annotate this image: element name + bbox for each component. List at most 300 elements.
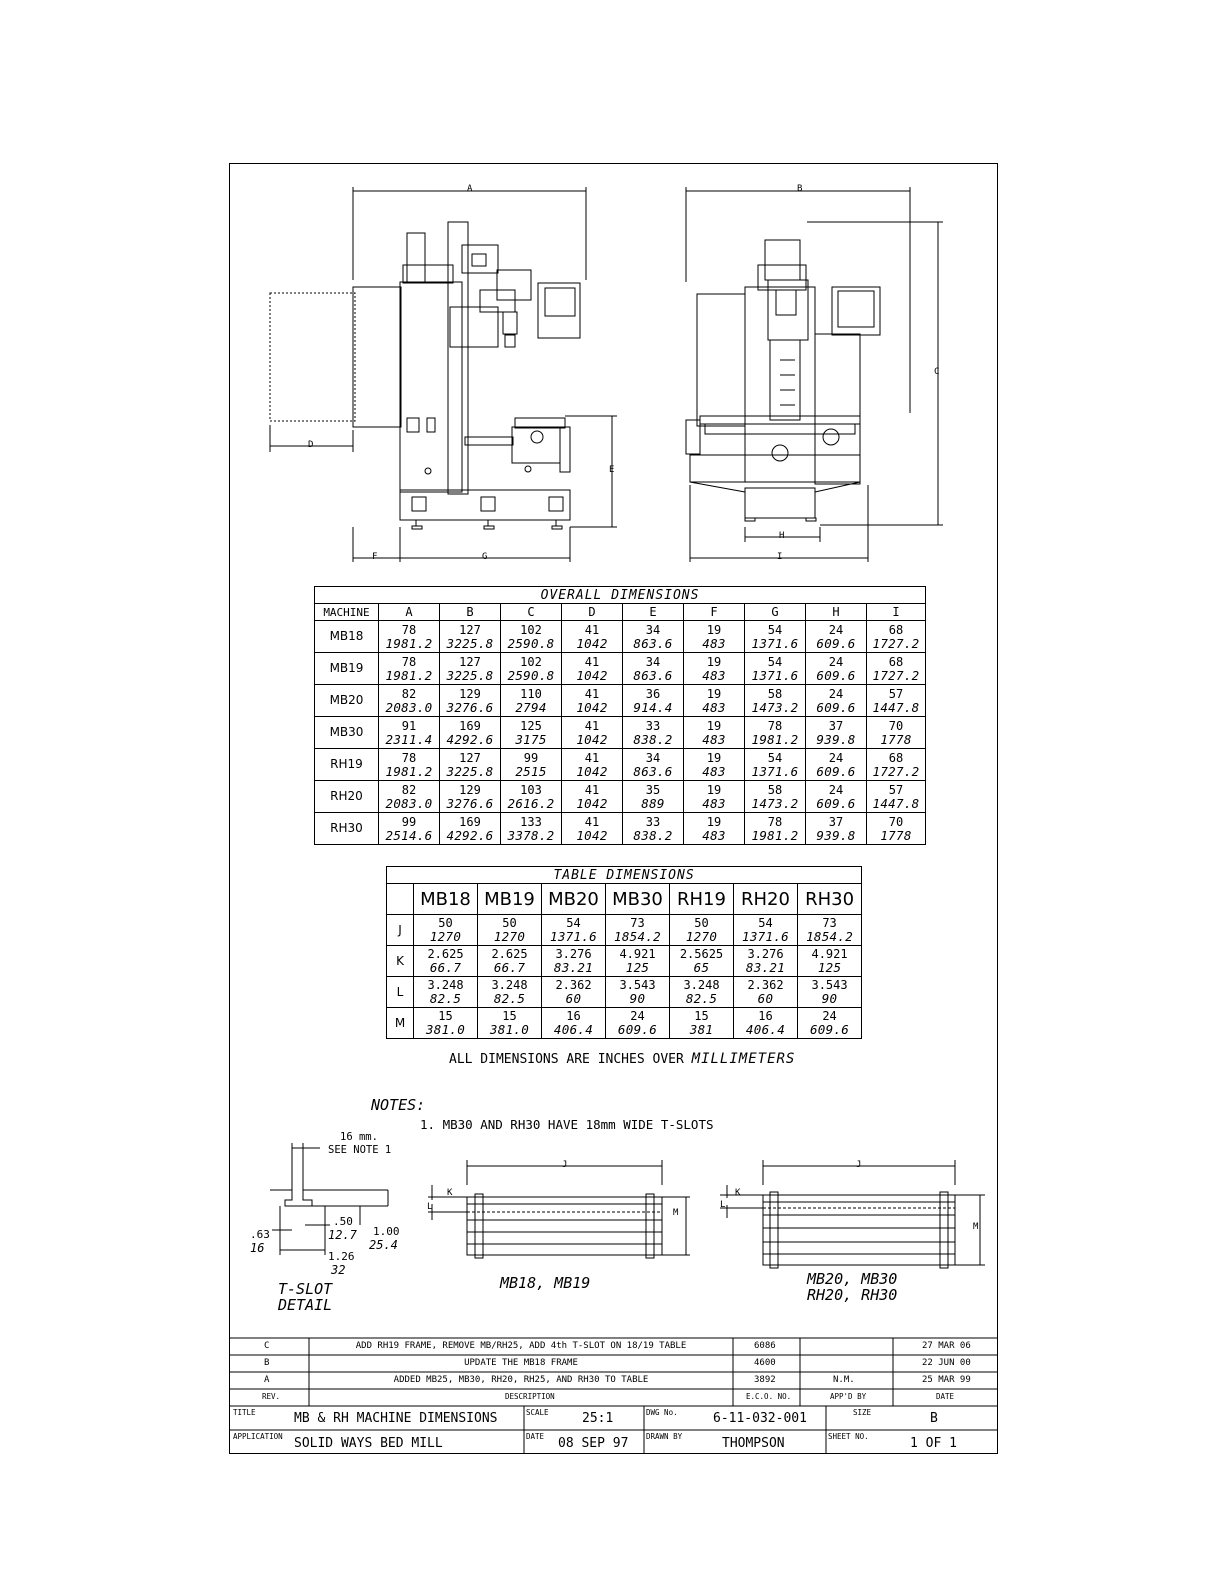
overall-row xyxy=(315,653,926,685)
mm-value: 1473.2 xyxy=(751,795,799,811)
revision-appd: N.M. xyxy=(833,1375,855,1385)
inch-value: 19 xyxy=(706,622,722,637)
inch-value: 41 xyxy=(584,654,600,669)
mm-value: 483 xyxy=(702,827,726,843)
overall-row xyxy=(315,749,926,781)
mm-value: 4292.6 xyxy=(446,827,494,843)
inch-value: 58 xyxy=(767,782,783,797)
inch-value: 2.625 xyxy=(427,947,464,961)
mm-value: 3276.6 xyxy=(446,795,494,811)
mm-value: 3276.6 xyxy=(446,699,494,715)
table-dims-row xyxy=(387,977,862,1008)
mm-value: 1042 xyxy=(576,763,608,779)
mm-value: 2590.8 xyxy=(507,667,555,683)
dimension-cell xyxy=(478,946,542,977)
inch-value: 19 xyxy=(706,654,722,669)
dimension-cell xyxy=(414,946,478,977)
dimension-cell xyxy=(798,1008,862,1039)
overall-row xyxy=(315,813,926,845)
inch-value: 54 xyxy=(767,622,783,637)
dimension-cell xyxy=(606,946,670,977)
mm-value: 406.4 xyxy=(553,1022,594,1037)
dimension-cell xyxy=(379,813,440,845)
inch-value: 41 xyxy=(584,782,600,797)
dimension-cell xyxy=(623,621,684,653)
dwg-label: DWG No. xyxy=(646,1408,678,1417)
inch-value: 54 xyxy=(758,916,773,930)
inch-value: 41 xyxy=(584,814,600,829)
dimension-cell xyxy=(798,977,862,1008)
dimension-cell xyxy=(501,653,562,685)
overall-row xyxy=(315,621,926,653)
dimension-cell xyxy=(440,653,501,685)
mm-value: 1371.6 xyxy=(751,635,799,651)
dimension-cell xyxy=(379,717,440,749)
inch-value: 37 xyxy=(828,718,844,733)
inch-value: 2.625 xyxy=(491,947,528,961)
overall-header-cell: H xyxy=(806,604,867,621)
inch-value: 37 xyxy=(828,814,844,829)
inch-value: 133 xyxy=(520,814,542,829)
mm-value: 609.6 xyxy=(816,667,856,683)
inch-value: 99 xyxy=(523,750,539,765)
dimension-cell xyxy=(606,1008,670,1039)
tslot-d4-in: 1.26 xyxy=(328,1250,355,1263)
inch-value: 54 xyxy=(566,916,581,930)
size-value: B xyxy=(930,1411,938,1426)
inch-value: 57 xyxy=(888,686,904,701)
inch-value: 78 xyxy=(767,718,783,733)
dimension-cell xyxy=(798,915,862,946)
dimension-cell xyxy=(379,621,440,653)
dimension-cell xyxy=(867,813,926,845)
dimension-cell xyxy=(623,781,684,813)
mm-value: 3378.2 xyxy=(507,827,555,843)
inch-value: 36 xyxy=(645,686,661,701)
mm-value: 838.2 xyxy=(633,731,673,747)
mm-value: 609.6 xyxy=(816,635,856,651)
mm-value: 863.6 xyxy=(633,763,673,779)
inch-value: 70 xyxy=(888,718,904,733)
mm-value: 483 xyxy=(702,699,726,715)
tslot-see-note: SEE NOTE 1 xyxy=(328,1144,392,1156)
date-value: 08 SEP 97 xyxy=(558,1436,629,1451)
inch-value: 19 xyxy=(706,814,722,829)
dimension-cell xyxy=(501,621,562,653)
inch-value: 50 xyxy=(502,916,517,930)
mm-value: 2590.8 xyxy=(507,635,555,651)
dim-label-i: I xyxy=(777,552,783,562)
mm-value: 483 xyxy=(702,635,726,651)
dimension-cell xyxy=(542,915,606,946)
mm-value: 1270 xyxy=(685,929,718,944)
inch-value: 19 xyxy=(706,686,722,701)
tslot-d1-mm: 12.7 xyxy=(328,1228,357,1242)
tslot-d2-in: 1.00 xyxy=(373,1225,400,1238)
revision-date: 22 JUN 00 xyxy=(922,1358,971,1368)
rev-header-date: DATE xyxy=(936,1392,955,1401)
mm-value: 83.21 xyxy=(745,960,786,975)
table-dims-header-cell: MB20 xyxy=(542,884,606,915)
dimension-cell xyxy=(562,781,623,813)
overall-header-cell: E xyxy=(623,604,684,621)
dimension-cell xyxy=(501,685,562,717)
dimension-cell xyxy=(501,781,562,813)
dimension-cell xyxy=(414,915,478,946)
table-dims-row xyxy=(387,915,862,946)
dim-label-a: A xyxy=(467,184,473,194)
table-dims-header-cell: RH20 xyxy=(734,884,798,915)
inch-value: 41 xyxy=(584,750,600,765)
dim-label-b: B xyxy=(797,184,803,194)
dimension-cell xyxy=(440,749,501,781)
revision-rev: B xyxy=(264,1358,270,1368)
mm-value: 82.5 xyxy=(493,991,526,1006)
mm-value: 1981.2 xyxy=(751,827,799,843)
size-label: SIZE xyxy=(853,1408,872,1417)
tableview-left-caption: MB18, MB19 xyxy=(500,1274,591,1292)
revision-desc: ADDED MB25, MB30, RH20, RH25, AND RH30 TO TABLE xyxy=(393,1375,649,1385)
dimension-cell xyxy=(670,977,734,1008)
dimension-cell xyxy=(684,813,745,845)
revision-rev: A xyxy=(264,1375,270,1385)
dimension-cell xyxy=(623,685,684,717)
mm-value: 609.6 xyxy=(816,795,856,811)
table-dims-header-cell: RH30 xyxy=(798,884,862,915)
mm-value: 1042 xyxy=(576,699,608,715)
inch-value: 68 xyxy=(888,622,904,637)
inch-value: 169 xyxy=(459,814,481,829)
table-dims-row-label: K xyxy=(387,946,414,977)
dimension-cell xyxy=(670,915,734,946)
mm-value: 483 xyxy=(702,731,726,747)
dimension-cell xyxy=(542,977,606,1008)
dimension-cell xyxy=(684,749,745,781)
mm-value: 1854.2 xyxy=(614,929,661,944)
dimension-cell xyxy=(623,717,684,749)
dimension-cell xyxy=(798,946,862,977)
application-value: SOLID WAYS BED MILL xyxy=(294,1436,443,1451)
dimension-cell xyxy=(745,717,806,749)
tslot-d2-mm: 25.4 xyxy=(369,1238,398,1252)
machine-name: MB30 xyxy=(315,717,379,749)
inch-value: 129 xyxy=(459,782,481,797)
mm-value: 1727.2 xyxy=(872,635,920,651)
mm-value: 1042 xyxy=(576,635,608,651)
inch-value: 15 xyxy=(438,1009,453,1023)
revision-date: 25 MAR 99 xyxy=(922,1375,971,1385)
application-label: APPLICATION xyxy=(233,1432,283,1441)
tslot-caption-2: DETAIL xyxy=(278,1296,333,1314)
inch-value: 50 xyxy=(694,916,709,930)
dwg-value: 6-11-032-001 xyxy=(713,1411,807,1426)
dimension-cell xyxy=(379,781,440,813)
table-dims-row-label: L xyxy=(387,977,414,1008)
drawn-label: DRAWN BY xyxy=(646,1432,683,1441)
inch-value: 4.921 xyxy=(619,947,656,961)
mm-value: 1727.2 xyxy=(872,763,920,779)
revision-eco: 3892 xyxy=(754,1375,776,1385)
tableview-left-k: K xyxy=(447,1188,453,1198)
inch-value: 70 xyxy=(888,814,904,829)
dimension-cell xyxy=(562,685,623,717)
tableview-right-k: K xyxy=(735,1188,741,1198)
dimension-cell xyxy=(867,781,926,813)
scale-value: 25:1 xyxy=(582,1411,614,1426)
mm-value: 90 xyxy=(629,991,646,1006)
sheet-value: 1 OF 1 xyxy=(910,1436,957,1451)
dimension-cell xyxy=(379,685,440,717)
inch-value: 68 xyxy=(888,750,904,765)
mm-value: 483 xyxy=(702,795,726,811)
inch-value: 34 xyxy=(645,750,661,765)
dimension-cell xyxy=(806,749,867,781)
inch-value: 3.543 xyxy=(811,978,848,992)
revision-desc: ADD RH19 FRAME, REMOVE MB/RH25, ADD 4th T-SLOT ON 18/19 TABLE xyxy=(355,1341,687,1351)
inch-value: 3.276 xyxy=(555,947,592,961)
dimension-cell xyxy=(623,749,684,781)
mm-value: 1447.8 xyxy=(872,795,920,811)
dimension-cell xyxy=(806,653,867,685)
dimension-cell xyxy=(478,915,542,946)
overall-header-cell: C xyxy=(501,604,562,621)
mm-value: 1270 xyxy=(493,929,526,944)
tableview-right-m: M xyxy=(973,1222,979,1232)
side-view-drawing xyxy=(270,187,617,562)
dimension-cell xyxy=(414,1008,478,1039)
dimension-cell xyxy=(734,946,798,977)
dimension-cell xyxy=(867,717,926,749)
mm-value: 609.6 xyxy=(809,1022,850,1037)
tableview-left-m: M xyxy=(673,1208,679,1218)
overall-row xyxy=(315,685,926,717)
mm-value: 1981.2 xyxy=(385,635,433,651)
inch-value: 57 xyxy=(888,782,904,797)
table-dimensions-table xyxy=(386,866,862,1039)
dimension-cell xyxy=(623,813,684,845)
overall-header-cell: D xyxy=(562,604,623,621)
dimension-cell xyxy=(478,1008,542,1039)
inch-value: 19 xyxy=(706,718,722,733)
dimension-cell xyxy=(684,653,745,685)
inch-value: 125 xyxy=(520,718,542,733)
inch-value: 73 xyxy=(822,916,837,930)
dimension-cell xyxy=(684,717,745,749)
inch-value: 78 xyxy=(401,622,417,637)
dimension-cell xyxy=(562,653,623,685)
inch-value: 41 xyxy=(584,622,600,637)
dimension-cell xyxy=(501,717,562,749)
title-label: TITLE xyxy=(233,1408,256,1417)
dimension-cell xyxy=(562,621,623,653)
machine-name: RH30 xyxy=(315,813,379,845)
tslot-caption-1: T-SLOT xyxy=(278,1280,333,1298)
mm-value: 2311.4 xyxy=(385,731,433,747)
dimension-cell xyxy=(562,749,623,781)
table-dims-header-cell: MB30 xyxy=(606,884,670,915)
units-note-mm: MILLIMETERS xyxy=(691,1051,796,1067)
overall-header-cell: B xyxy=(440,604,501,621)
mm-value: 3225.8 xyxy=(446,667,494,683)
mm-value: 1371.6 xyxy=(751,667,799,683)
inch-value: 24 xyxy=(828,686,844,701)
dimension-cell xyxy=(745,685,806,717)
mm-value: 863.6 xyxy=(633,635,673,651)
inch-value: 78 xyxy=(401,750,417,765)
inch-value: 3.543 xyxy=(619,978,656,992)
mm-value: 83.21 xyxy=(553,960,594,975)
inch-value: 24 xyxy=(828,622,844,637)
inch-value: 3.248 xyxy=(683,978,720,992)
mm-value: 1371.6 xyxy=(742,929,789,944)
dimension-cell xyxy=(806,621,867,653)
dimension-cell xyxy=(806,685,867,717)
dimension-cell xyxy=(745,621,806,653)
inch-value: 2.362 xyxy=(747,978,784,992)
mm-value: 939.8 xyxy=(816,827,856,843)
table-view-left-drawing xyxy=(428,1160,690,1258)
tslot-d1-in: .50 xyxy=(333,1215,353,1228)
inch-value: 16 xyxy=(566,1009,581,1023)
mm-value: 483 xyxy=(702,667,726,683)
tslot-d4-mm: 32 xyxy=(331,1263,346,1277)
mm-value: 1042 xyxy=(576,827,608,843)
overall-row xyxy=(315,717,926,749)
dimension-cell xyxy=(379,749,440,781)
dimension-cell xyxy=(684,621,745,653)
dimension-cell xyxy=(606,977,670,1008)
table-dims-corner xyxy=(387,884,414,915)
table-dims-row-label: J xyxy=(387,915,414,946)
revision-date: 27 MAR 06 xyxy=(922,1341,971,1351)
inch-value: 3.276 xyxy=(747,947,784,961)
inch-value: 24 xyxy=(822,1009,837,1023)
mm-value: 483 xyxy=(702,763,726,779)
tslot-d3-in: .63 xyxy=(250,1228,270,1241)
inch-value: 24 xyxy=(828,782,844,797)
mm-value: 406.4 xyxy=(745,1022,786,1037)
dimension-cell xyxy=(379,653,440,685)
inch-value: 33 xyxy=(645,814,661,829)
rev-header-appd: APP'D BY xyxy=(830,1392,867,1401)
dim-label-g: G xyxy=(482,552,488,562)
mm-value: 2794 xyxy=(515,699,547,715)
inch-value: 3.248 xyxy=(427,978,464,992)
mm-value: 2083.0 xyxy=(385,795,433,811)
overall-table-title: OVERALL DIMENSIONS xyxy=(315,587,926,604)
tslot-d3-mm: 16 xyxy=(250,1241,265,1255)
inch-value: 129 xyxy=(459,686,481,701)
dimension-cell xyxy=(440,621,501,653)
inch-value: 34 xyxy=(645,654,661,669)
dimension-cell xyxy=(745,749,806,781)
inch-value: 127 xyxy=(459,750,481,765)
table-view-right-drawing xyxy=(720,1160,985,1268)
dimension-cell xyxy=(501,749,562,781)
mm-value: 65 xyxy=(693,960,710,975)
tableview-right-j: J xyxy=(856,1160,862,1170)
inch-value: 102 xyxy=(520,622,542,637)
inch-value: 127 xyxy=(459,654,481,669)
tableview-left-l: L xyxy=(427,1202,433,1212)
tslot-width-label: 16 mm. xyxy=(340,1131,378,1143)
dimension-cell xyxy=(745,813,806,845)
mm-value: 1042 xyxy=(576,667,608,683)
rev-header-rev: REV. xyxy=(262,1392,281,1401)
overall-dimensions-table xyxy=(314,586,926,845)
mm-value: 1854.2 xyxy=(806,929,854,944)
dimension-cell xyxy=(806,781,867,813)
inch-value: 99 xyxy=(401,814,417,829)
dimension-cell xyxy=(606,915,670,946)
table-dims-row xyxy=(387,1008,862,1039)
dimension-cell xyxy=(623,653,684,685)
mm-value: 381.0 xyxy=(425,1022,466,1037)
tableview-right-caption-1: MB20, MB30 xyxy=(807,1270,898,1288)
table-dims-header-cell: MB18 xyxy=(414,884,478,915)
mm-value: 2083.0 xyxy=(385,699,433,715)
mm-value: 2514.6 xyxy=(385,827,433,843)
mm-value: 125 xyxy=(817,960,842,975)
mm-value: 939.8 xyxy=(816,731,856,747)
title-value: MB & RH MACHINE DIMENSIONS xyxy=(294,1411,498,1426)
table-dims-header-cell: RH19 xyxy=(670,884,734,915)
inch-value: 54 xyxy=(767,654,783,669)
machine-name: MB20 xyxy=(315,685,379,717)
dimension-cell xyxy=(670,1008,734,1039)
sheet-label: SHEET NO. xyxy=(828,1432,869,1441)
mm-value: 381 xyxy=(689,1022,714,1037)
dim-label-h: H xyxy=(779,531,785,541)
scale-label: SCALE xyxy=(526,1408,549,1417)
inch-value: 41 xyxy=(584,686,600,701)
machine-name: RH19 xyxy=(315,749,379,781)
units-note xyxy=(449,1051,795,1067)
mm-value: 889 xyxy=(641,795,665,811)
dimension-cell xyxy=(440,685,501,717)
mm-value: 1727.2 xyxy=(872,667,920,683)
dim-label-c: C xyxy=(934,367,940,377)
dimension-cell xyxy=(745,781,806,813)
mm-value: 60 xyxy=(565,991,582,1006)
mm-value: 1270 xyxy=(429,929,462,944)
mm-value: 1042 xyxy=(576,795,608,811)
inch-value: 15 xyxy=(694,1009,709,1023)
inch-value: 78 xyxy=(401,654,417,669)
rev-header-desc: DESCRIPTION xyxy=(505,1392,555,1401)
mm-value: 381.0 xyxy=(489,1022,530,1037)
dimension-cell xyxy=(684,781,745,813)
dimension-cell xyxy=(745,653,806,685)
overall-header-cell: MACHINE xyxy=(315,604,379,621)
overall-header-cell: G xyxy=(745,604,806,621)
mm-value: 1778 xyxy=(880,731,912,747)
mm-value: 1371.6 xyxy=(751,763,799,779)
mm-value: 1981.2 xyxy=(385,763,433,779)
dim-label-f: F xyxy=(372,552,378,562)
inch-value: 68 xyxy=(888,654,904,669)
inch-value: 78 xyxy=(767,814,783,829)
mm-value: 1042 xyxy=(576,731,608,747)
mm-value: 1473.2 xyxy=(751,699,799,715)
rev-header-eco: E.C.O. NO. xyxy=(746,1392,792,1401)
mm-value: 90 xyxy=(821,991,838,1006)
mm-value: 1778 xyxy=(880,827,912,843)
revision-eco: 6086 xyxy=(754,1341,776,1351)
inch-value: 54 xyxy=(767,750,783,765)
notes-heading: NOTES: xyxy=(371,1096,426,1114)
mm-value: 4292.6 xyxy=(446,731,494,747)
